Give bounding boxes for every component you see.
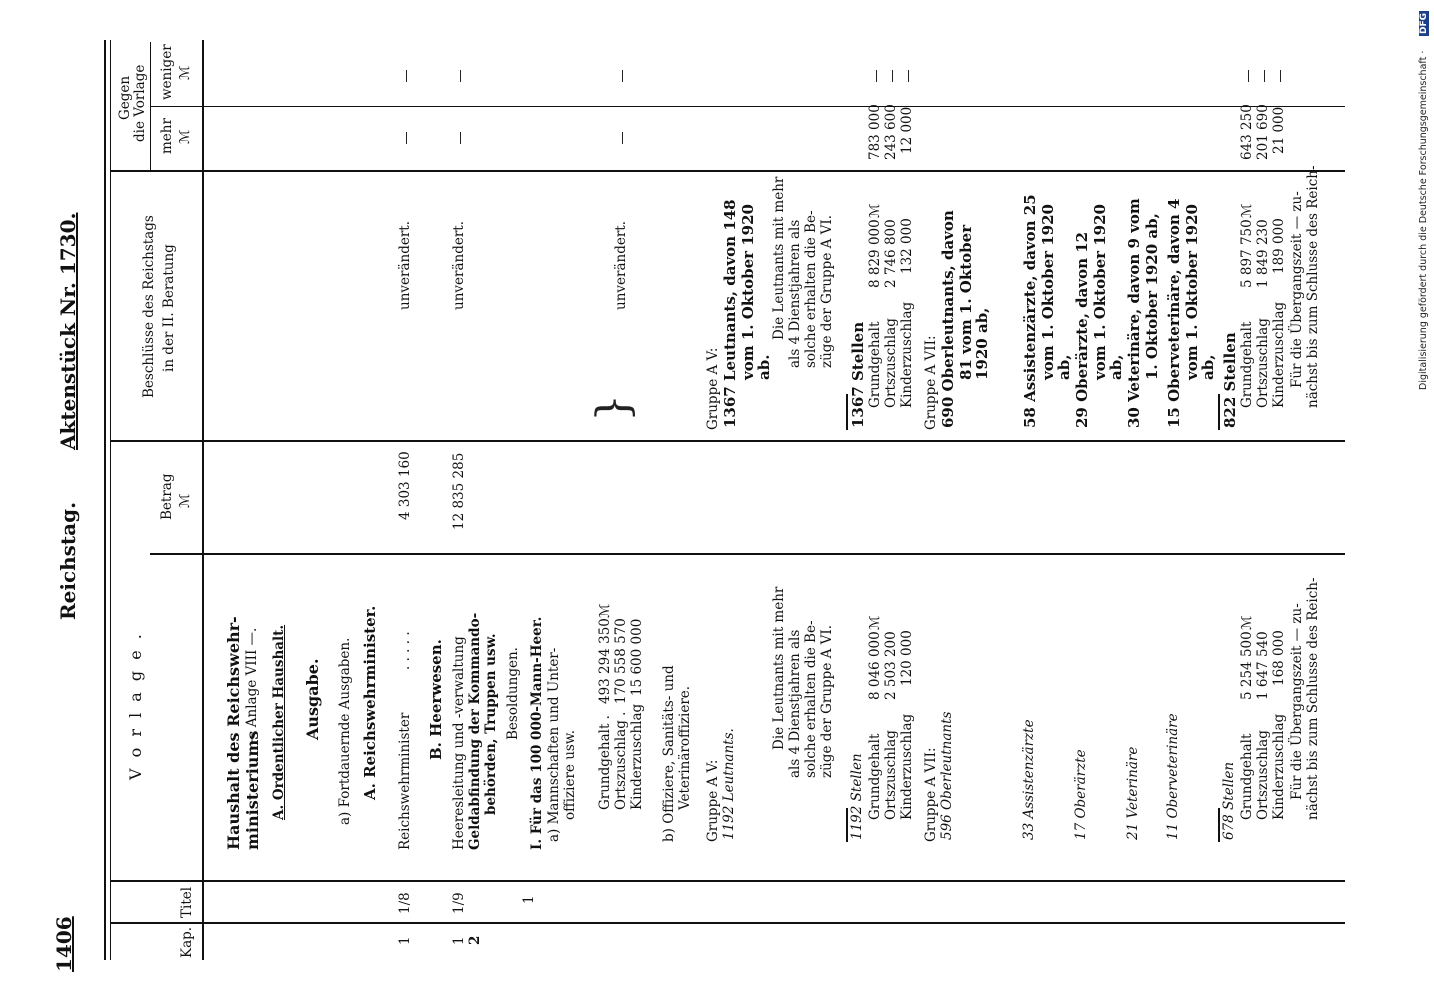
haushalt-title-2: ministeriums: [243, 730, 262, 850]
heeresleitung-2: Geldabfindung der Kommando-: [467, 612, 483, 850]
oberleutnants-beschluss-3: 1920 ab,: [973, 307, 991, 380]
header-betrag: Betrag: [159, 473, 175, 520]
offiziere-1: b) Offiziere, Sanitäts- und: [661, 665, 677, 842]
titel-1-9: 1/9: [451, 892, 467, 914]
oberaerzte-beschluss-1: 29 Oberärzte, davon 12: [1073, 231, 1091, 428]
uebergangszeit-b-2: nächst bis zum Schlusse des Reich-: [1305, 165, 1321, 408]
leutnants-beschluss-2: vom 1. Oktober 1920: [739, 204, 757, 380]
dash-mehr-1: [406, 132, 407, 144]
oz3-label-v: Ortszuschlag: [1255, 730, 1271, 820]
diff-mehr-4: 643 250: [1239, 104, 1255, 160]
rule-gegen: [150, 42, 151, 172]
assistenzaerzte-beschluss-1: 58 Assistenzärzte, davon 25: [1021, 194, 1039, 428]
running-title-right: Aktenstück Nr. 1730.: [56, 212, 80, 450]
gg3-value-v: 5 254 500: [1239, 631, 1255, 700]
rule-top: [104, 40, 106, 960]
kz3-value-v: 168 000: [1271, 630, 1287, 686]
gruppe-avii-beschluss: Gruppe A VII:: [923, 335, 939, 430]
kz2-value-v: 120 000: [899, 630, 915, 686]
gg-label-1: Grundgehalt .: [597, 715, 613, 810]
kz-value-1: 15 600 000: [629, 618, 645, 696]
beschluss-unveraendert-2: unverändert.: [451, 220, 467, 310]
diff-mehr-3: 12 000: [899, 106, 915, 154]
dienstjahre-v-2: als 4 Dienstjahren als: [787, 629, 803, 778]
offiziere-2: Veterinäroffiziere.: [677, 685, 693, 810]
dash-weniger-6: [908, 70, 909, 82]
kz2-label-v: Kinderzuschlag: [899, 713, 915, 820]
col-sep-mehr: [150, 106, 1345, 107]
heeresleitung-3: behörden, Truppen usw.: [483, 633, 499, 815]
header-weniger-mark: ℳ: [177, 65, 193, 80]
assistenzaerzte-beschluss-2: vom 1. Oktober 1920: [1039, 204, 1057, 380]
gg2-mark-b: ℳ: [867, 203, 883, 218]
gg-mark-1: ℳ: [597, 603, 613, 618]
oz3-value-b: 1 849 230: [1255, 219, 1271, 288]
fuer-100000-mann-heer: I. Für das 100 000-Mann-Heer.: [529, 616, 545, 850]
dash-mehr-2: [460, 132, 461, 144]
gg3-value-b: 5 897 750: [1239, 219, 1255, 288]
gg3-mark-v: ℳ: [1239, 615, 1255, 630]
oberveterinaere-beschluss-2: vom 1. Oktober 1920: [1183, 204, 1201, 380]
uebergangszeit-v-1: Für die Übergangszeit — zu-: [1289, 603, 1305, 800]
betrag-heeresleitung: 12 835 285: [451, 452, 467, 530]
rule-top-2: [110, 40, 111, 960]
dfg-logo-text: DFG: [1419, 12, 1429, 34]
reichswehrminister-line: Reichswehrminister: [397, 712, 413, 850]
besoldungen: Besoldungen.: [505, 647, 521, 740]
titel-1-8: 1/8: [397, 892, 413, 914]
kz2-label-b: Kinderzuschlag: [899, 301, 915, 408]
sum-rule-b-1: [846, 394, 848, 430]
uebergangszeit-b-1: Für die Übergangszeit — zu-: [1289, 191, 1305, 388]
diff-mehr-5: 201 690: [1255, 104, 1271, 160]
veterinaere-vorlage: 21 Veterinäre: [1125, 746, 1141, 840]
kz-label-1: Kinderzuschlag: [629, 703, 645, 810]
gg3-mark-b: ℳ: [1239, 203, 1255, 218]
dots-1: . . . . .: [397, 631, 413, 670]
stellen-b-2: 822 Stellen: [1221, 332, 1239, 428]
gg3-label-v: Grundgehalt: [1239, 733, 1255, 820]
beschluss-unveraendert-1: unverändert.: [397, 220, 413, 310]
uebergangszeit-v-2: nächst bis zum Schlusse des Reich-: [1305, 577, 1321, 820]
gruppe-av-beschluss: Gruppe A V:: [705, 347, 721, 430]
kap-2: 2: [467, 935, 483, 945]
gg2-mark-v: ℳ: [867, 615, 883, 630]
col-sep-vorlage: [150, 554, 1345, 556]
ordentlicher-haushalt: A. Ordentlicher Haushalt.: [271, 624, 287, 820]
dfg-logo: [1418, 11, 1429, 36]
diff-mehr-2: 243 600: [883, 104, 899, 160]
dash-weniger-9: [1280, 70, 1281, 82]
mannschaften-1: a) Mannschaften und Unter-: [546, 647, 562, 842]
ausgabe-heading: Ausgabe.: [303, 658, 322, 740]
haushalt-title-2b: — Anlage VIII —.: [244, 627, 260, 745]
oz2-label-b: Ortszuschlag: [883, 318, 899, 408]
oberaerzte-beschluss-2: vom 1. Oktober 1920: [1091, 204, 1109, 380]
oz2-label-v: Ortszuschlag: [883, 730, 899, 820]
oberleutnants-beschluss-2: 81 vom 1. Oktober: [957, 224, 975, 380]
dash-mehr-3: [622, 132, 623, 144]
diff-mehr-1: 783 000: [867, 104, 883, 160]
oz2-value-b: 2 746 800: [883, 219, 899, 288]
dienstjahre-v-3: solche erhalten die Be-: [803, 620, 819, 778]
oberaerzte-vorlage: 17 Oberärzte: [1073, 749, 1089, 840]
dash-weniger-4: [876, 70, 877, 82]
stellen-b-1: 1367 Stellen: [849, 321, 867, 428]
oz-value-1: 170 558 570: [613, 618, 629, 704]
kz3-value-b: 189 000: [1271, 218, 1287, 274]
oberaerzte-beschluss-3: ab,: [1107, 354, 1125, 380]
gg3-label-b: Grundgehalt: [1239, 321, 1255, 408]
header-beschluesse-1: Beschlüsse des Reichstags: [141, 215, 157, 398]
header-weniger: weniger: [159, 44, 175, 100]
header-mehr-mark: ℳ: [177, 129, 193, 144]
kap-1b: 1: [451, 936, 467, 945]
dienstjahre-v-1: Die Leutnants mit mehr: [771, 586, 787, 750]
header-gegen-2: die Vorlage: [132, 64, 148, 142]
header-betrag-mark: ℳ: [177, 493, 193, 508]
gg2-value-b: 8 829 000: [867, 219, 883, 288]
dienstjahre-b-4: züge der Gruppe A VI.: [819, 214, 835, 368]
b-heerwesen: B. Heerwesen.: [427, 639, 445, 760]
a-reichswehrminister: A. Reichswehrminister.: [361, 605, 379, 800]
side-note: Digitalisierung gefördert durch die Deutsche Forschungsgemeinschaft ·: [1418, 50, 1429, 390]
running-title-left: Reichstag.: [56, 501, 80, 620]
sum-rule-v-1: [846, 808, 848, 842]
gg-value-1: 493 294 350: [597, 618, 613, 704]
titel-1-small: 1: [521, 895, 537, 904]
oberveterinaere-beschluss-1: 15 Oberveterinäre, davon 4: [1165, 198, 1183, 428]
assistenzaerzte-vorlage: 33 Assistenzärzte: [1021, 719, 1037, 840]
oberveterinaere-vorlage: 11 Oberveterinäre: [1165, 713, 1181, 840]
col-sep-titel: [110, 881, 1345, 883]
stellen-v-2: 678 Stellen: [1221, 761, 1237, 840]
page-number: 1406: [52, 916, 76, 972]
col-sep-kap: [110, 923, 1345, 925]
sum-rule-v-2: [1218, 808, 1220, 842]
leutnants-beschluss-3: ab.: [755, 354, 773, 380]
header-beschluesse-2: in der II. Beratung: [161, 244, 177, 372]
header-kap: Kap.: [179, 926, 195, 958]
gg2-label-b: Grundgehalt: [867, 321, 883, 408]
oberveterinaere-beschluss-3: ab,: [1199, 354, 1217, 380]
kz2-value-b: 132 000: [899, 218, 915, 274]
oberleutnants-beschluss-1: 690 Oberleutnants, davon: [939, 210, 957, 428]
dash-weniger-7: [1248, 70, 1249, 82]
diff-mehr-6: 21 000: [1271, 106, 1287, 154]
dienstjahre-b-2: als 4 Dienstjahren als: [787, 219, 803, 368]
haushalt-title-1: Haushalt des Reichswehr-: [224, 616, 243, 850]
header-vorlage: V o r l a g e .: [126, 631, 145, 780]
oz-label-1: Ortszuschlag .: [613, 711, 629, 810]
header-titel: Titel: [179, 886, 195, 918]
gg2-value-v: 8 046 000: [867, 631, 883, 700]
stellen-v-1: 1192 Stellen: [849, 753, 865, 840]
oz3-value-v: 1 647 540: [1255, 631, 1271, 700]
betrag-reichswehrminister: 4 303 160: [397, 451, 413, 520]
oz2-value-v: 2 503 200: [883, 631, 899, 700]
heeresleitung-1: Heeresleitung und -verwaltung: [451, 636, 467, 850]
mannschaften-2: offiziere usw.: [562, 729, 578, 820]
col-sep-beschl: [110, 171, 1345, 173]
dash-weniger-3: [622, 70, 623, 82]
sum-rule-b-2: [1218, 394, 1220, 430]
header-mehr: mehr: [159, 118, 175, 154]
col-sep-betrag: [110, 440, 1345, 442]
leutnants-beschluss-1: 1367 Leutnants, davon 148: [721, 199, 739, 428]
fortdauernde-ausgaben: a) Fortdauernde Ausgaben.: [337, 637, 353, 825]
assistenzaerzte-beschluss-3: ab,: [1055, 354, 1073, 380]
leutnants-vorlage: 1192 Leutnants.: [721, 728, 737, 840]
kz3-label-b: Kinderzuschlag: [1271, 301, 1287, 408]
dash-weniger-1: [406, 70, 407, 82]
side-note-text: Digitalisierung gefördert durch die Deutsche Forschungsgemeinschaft: [1418, 56, 1429, 390]
oz3-label-b: Ortszuschlag: [1255, 318, 1271, 408]
dash-weniger-8: [1264, 70, 1265, 82]
dienstjahre-v-4: züge der Gruppe A VI.: [819, 624, 835, 778]
header-gegen-1: Gegen: [117, 75, 133, 120]
veterinaere-beschluss-1: 30 Veterinäre, davon 9 vom: [1125, 198, 1143, 428]
dash-weniger-5: [892, 70, 893, 82]
dienstjahre-b-1: Die Leutnants mit mehr: [771, 176, 787, 340]
brace-besoldungen: }: [588, 394, 639, 422]
kap-1: 1: [397, 936, 413, 945]
gruppe-av-vorlage: Gruppe A V:: [705, 759, 721, 842]
rule-head-bottom: [202, 40, 204, 960]
dienstjahre-b-3: solche erhalten die Be-: [803, 210, 819, 368]
dash-weniger-2: [460, 70, 461, 82]
oberleutnants-vorlage: 596 Oberleutnants: [939, 711, 955, 840]
gruppe-avii-vorlage: Gruppe A VII:: [923, 747, 939, 842]
beschluss-unveraendert-3: unverändert.: [613, 220, 629, 310]
veterinaere-beschluss-2: 1. Oktober 1920 ab,: [1143, 213, 1161, 380]
gg2-label-v: Grundgehalt: [867, 733, 883, 820]
kz3-label-v: Kinderzuschlag: [1271, 713, 1287, 820]
